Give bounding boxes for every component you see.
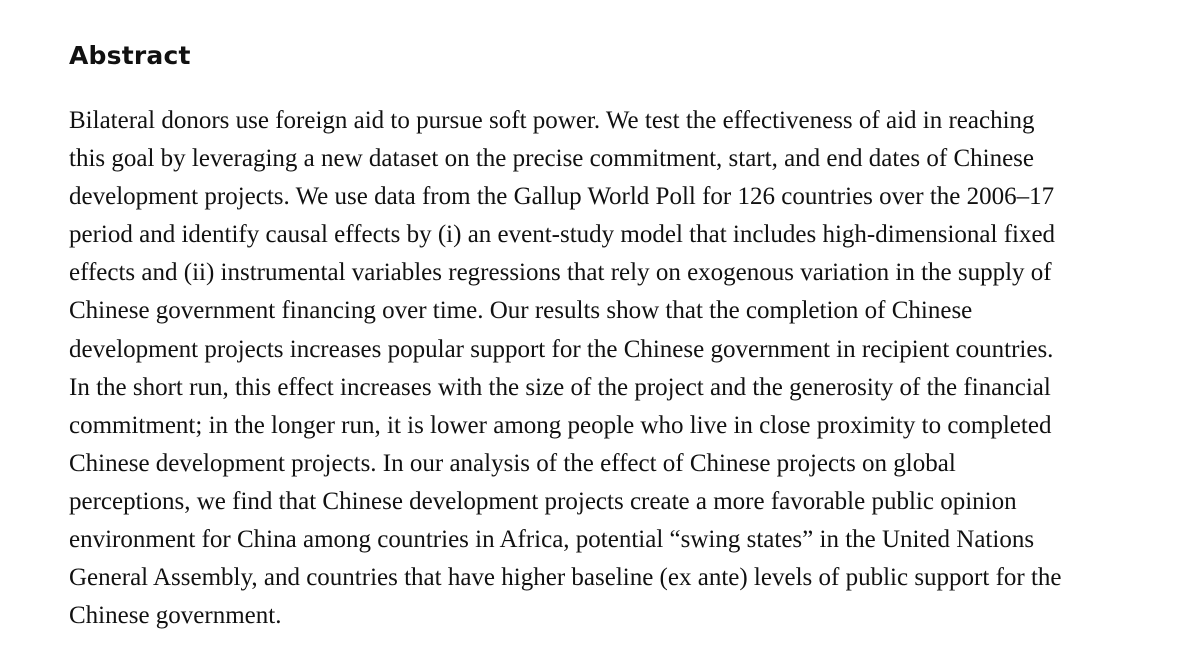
abstract-line: this goal by leveraging a new dataset on the precise commitment, start, and end dates of Chinese <box>69 145 1034 173</box>
abstract-line: development projects increases popular support for the Chinese government in recipient countries. <box>69 335 1054 363</box>
abstract-line: General Assembly, and countries that have higher baseline (ex ante) levels of public support for the <box>69 564 1062 592</box>
abstract-line: development projects. We use data from the Gallup World Poll for 126 countries over the 2006–17 <box>69 183 1055 211</box>
abstract-line: commitment; in the longer run, it is lower among people who live in close proximity to completed <box>69 411 1052 439</box>
abstract-line: environment for China among countries in Africa, potential “swing states” in the United Nations <box>69 526 1035 554</box>
abstract-line: Chinese government financing over time. Our results show that the completion of Chinese <box>69 297 973 325</box>
abstract-line: Bilateral donors use foreign aid to pursue soft power. We test the effectiveness of aid in reaching <box>69 107 1035 134</box>
abstract-section <box>69 32 1189 635</box>
abstract-line: Chinese development projects. In our analysis of the effect of Chinese projects on global <box>69 449 956 477</box>
abstract-line: perceptions, we find that Chinese development projects create a more favorable public opinion <box>69 487 1017 515</box>
abstract-line: effects and (ii) instrumental variables regressions that rely on exogenous variation in the supply of <box>69 259 1052 287</box>
abstract-line: period and identify causal effects by (i) an event-study model that includes high-dimensional fixed <box>69 221 1056 249</box>
abstract-line: Chinese government. <box>69 602 282 630</box>
abstract-line: In the short run, this effect increases with the size of the project and the generosity of the financial <box>69 373 1051 401</box>
abstract-heading: Abstract <box>69 41 191 70</box>
abstract-text <box>69 102 1189 635</box>
